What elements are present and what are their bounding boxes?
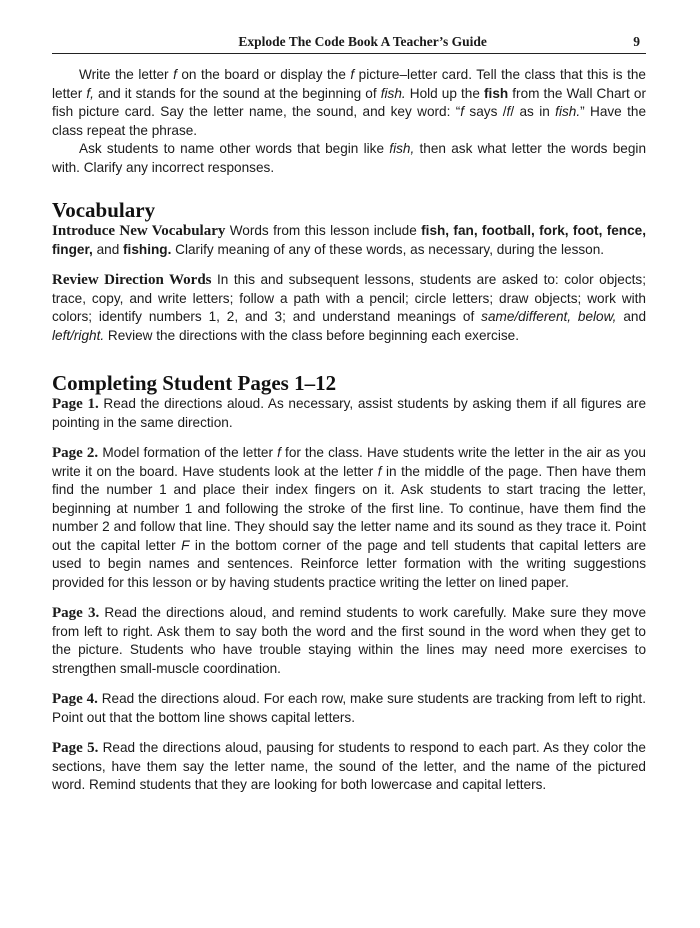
introduce-vocabulary-paragraph [52,222,646,259]
page-5-text: Read the directions aloud, pausing for students to respond to each part. As they color the sections, have them say the letter name, the sound of the letter, and the name of the pictured word. Remind students that they are looking for both lowercase and capital letters. [52,740,646,792]
running-head [52,34,646,54]
page-1-label: Page 1. [52,396,99,412]
book-title: Explode The Code Book A Teacher’s Guide [238,34,487,49]
page-4-text: Read the directions aloud. For each row, make sure students are tracking from left to right. Point out that the bottom line shows capital letters. [52,691,646,725]
page-1-text: Read the directions aloud. As necessary, assist students by asking them if all figures are pointing in the same direction. [52,396,647,430]
page-5-paragraph [52,739,646,795]
page-3-text: Read the directions aloud, and remind students to work carefully. Make sure they move from left to right. Ask them to say both the word and the first sound in the word when they get to the picture. Students who have trouble staying within the lines may need more exercises to strengthen small-muscle coordination. [52,605,646,676]
vocabulary-heading: Vocabulary [52,198,156,222]
completing-heading: Completing Student Pages 1–12 [52,371,337,395]
page-2-paragraph [52,444,646,592]
intro-paragraph-1: Write the letter f on the board or display the f picture–letter card. Tell the class that this is the letter f, and it stands for the sound at the beginning of fish. Hold up the fish from the Wall Chart or fish picture card. Say the letter name, the sound, and key word: “f says /f/ as in fish.” Have the class repeat the phrase. [52,67,647,138]
review-direction-words-paragraph [52,271,646,345]
page-3-paragraph [52,604,646,678]
page-3-label: Page 3. [52,605,100,621]
introduce-vocabulary-text: Words from this lesson include fish, fan, football, fork, foot, fence, finger, and fishing. Clarify meaning of any of these words, as necessary, during the lesson. [52,223,646,257]
intro-paragraph-2: Ask students to name other words that begin like fish, then ask what letter the words begin with. Clarify any incorrect responses. [52,141,647,175]
page [52,34,646,795]
review-direction-words-text: In this and subsequent lessons, students are asked to: color objects; trace, copy, and write letters; follow a path with a pencil; circle letters; draw objects; work with colors; identify numbers 1, 2, and 3; and understand meanings of same/different, below, and left/right. Review the directions with the class before beginning each exercise. [52,272,647,343]
page-body [52,66,646,795]
page-1-paragraph [52,395,646,432]
review-direction-words-label: Review Direction Words [52,272,212,288]
page-5-label: Page 5. [52,740,99,756]
introduce-vocabulary-label: Introduce New Vocabulary [52,223,226,239]
page-number: 9 [633,34,640,49]
page-4-paragraph [52,690,646,727]
page-2-text: Model formation of the letter f for the class. Have students write the letter in the air as you write it on the board. Have students look at the letter f in the middle of the page. Then have them find the number 1 and place their index fingers on it. Ask students to start tracing the letter, beginning at number 1 and following the stroke of the first line. To continue, have them find the number 2 and follow that line. They should say the letter name and its sound as they trace it. Point out the capital letter F in the bottom corner of the page and tell students that capital letters are used to begin names and sentences. Reinforce letter formation with the writing suggestions provided for this lesson or by having students practice writing the letter on lined paper. [52,445,647,590]
page-4-label: Page 4. [52,691,98,707]
page-2-label: Page 2. [52,445,99,461]
